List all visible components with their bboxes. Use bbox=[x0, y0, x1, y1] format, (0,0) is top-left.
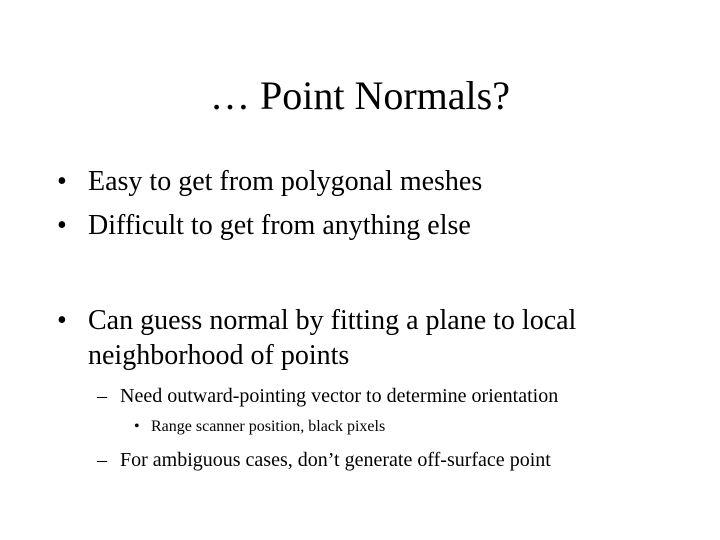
bullet-text-continuation: neighborhood of points bbox=[88, 340, 350, 371]
bullet-marker: • bbox=[134, 418, 140, 435]
sub-sub-bullet-text: Range scanner position, black pixels bbox=[151, 418, 386, 435]
bullet-text: Easy to get from polygonal meshes bbox=[88, 166, 483, 197]
dash-marker: – bbox=[97, 449, 107, 471]
bullet-marker: • bbox=[57, 166, 67, 197]
slide-title: … Point Normals? bbox=[210, 73, 510, 118]
bullet-text: Can guess normal by fitting a plane to local bbox=[88, 305, 577, 336]
dash-marker: – bbox=[97, 385, 107, 407]
sub-bullet-text: Need outward-pointing vector to determine orientation bbox=[120, 385, 559, 407]
bullet-marker: • bbox=[57, 210, 67, 241]
bullet-text: Difficult to get from anything else bbox=[88, 210, 471, 241]
bullet-marker: • bbox=[57, 305, 67, 336]
sub-bullet-text: For ambiguous cases, don’t generate off-surface point bbox=[120, 449, 551, 471]
